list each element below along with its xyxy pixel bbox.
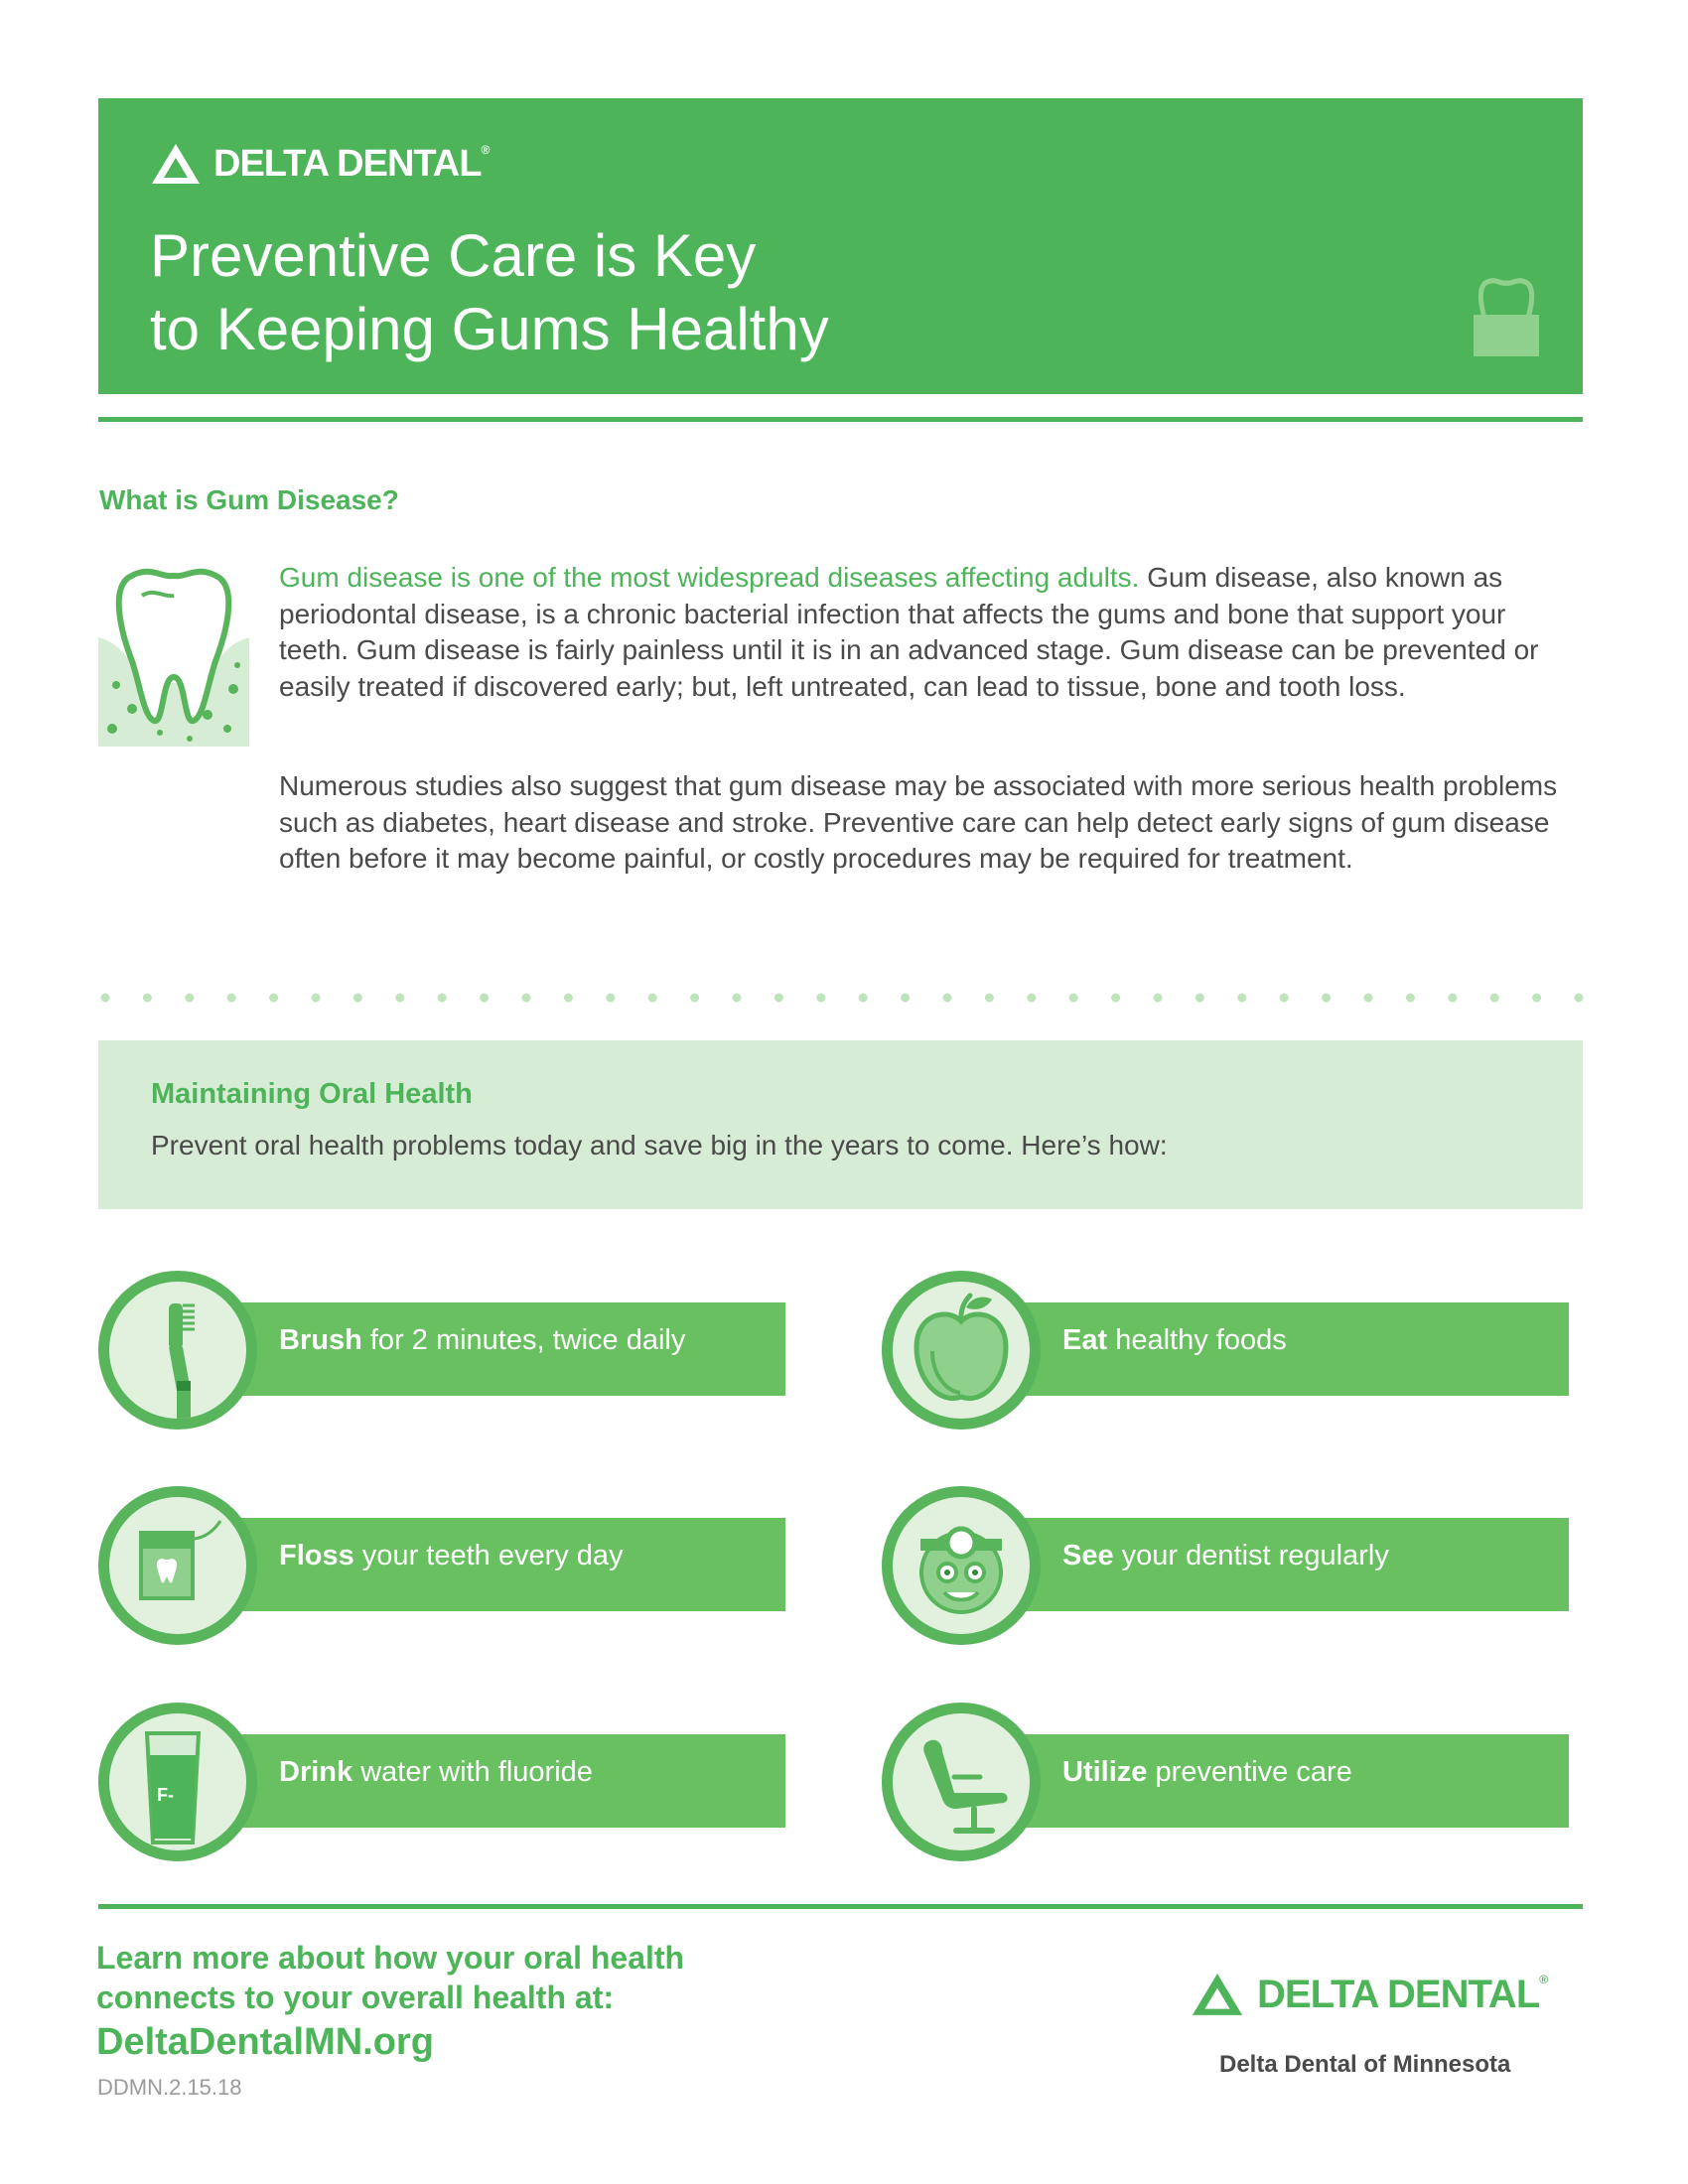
footer-brand-logo — [1190, 1972, 1548, 2017]
tip-label: Drink water with fluoride — [279, 1756, 593, 1788]
dental-chair-icon — [893, 1713, 1030, 1850]
company-name: Delta Dental of Minnesota — [1219, 2051, 1511, 2078]
toothbrush-icon — [109, 1282, 246, 1419]
tip-icon-circle — [882, 1486, 1041, 1645]
tip-label: Eat healthy foods — [1062, 1324, 1287, 1356]
tooth-gum-icon — [98, 566, 249, 747]
tip-icon-circle — [98, 1271, 257, 1430]
tip-eat — [882, 1271, 1577, 1430]
oral-health-title: Maintaining Oral Health — [151, 1078, 473, 1110]
header-banner — [98, 98, 1583, 394]
apple-icon — [893, 1282, 1030, 1419]
dotted-divider — [98, 991, 1588, 1005]
tip-dentist — [882, 1486, 1577, 1645]
oral-health-subtitle: Prevent oral health problems today and save big in the years to come. Here’s how: — [151, 1130, 1168, 1160]
footer-brand-name: DELTA DENTAL® — [1257, 1972, 1549, 2016]
divider-bottom — [98, 1904, 1583, 1909]
website-link[interactable]: DeltaDentalMN.org — [96, 2021, 434, 2063]
dentist-icon — [893, 1497, 1030, 1634]
tip-utilize — [882, 1703, 1577, 1861]
tip-icon-circle — [882, 1271, 1041, 1430]
gum-disease-paragraph-1: Gum disease is one of the most widespread diseases affecting adults. Gum disease, also known as periodontal disease, is a chronic bacterial infection that affects the gums and bone that support your teeth. Gum disease is fairly painless until it is in an advanced stage. Gum disease can be prevented or easily treated if discovered early; but, left untreated, can lead to tissue, bone and tooth loss. — [279, 562, 1539, 702]
gum-disease-paragraph-2: Numerous studies also suggest that gum disease may be associated with more serious health problems such as diabetes, heart disease and stroke. Preventive care can help detect early signs of gum disease often before it may become painful, or costly procedures may be required for treatment. — [279, 770, 1558, 874]
tip-label: Brush for 2 minutes, twice daily — [279, 1324, 686, 1356]
tip-label: Utilize preventive care — [1062, 1756, 1352, 1788]
tip-icon-circle — [98, 1486, 257, 1645]
tooth-gum-icon — [1472, 277, 1541, 358]
brand-logo — [150, 142, 490, 186]
tip-brush — [98, 1271, 793, 1430]
oral-health-band — [98, 1040, 1583, 1209]
tip-drink — [98, 1703, 793, 1861]
delta-logo-icon — [150, 142, 202, 186]
document-code: DDMN.2.15.18 — [97, 2075, 242, 2100]
tip-floss — [98, 1486, 793, 1645]
page-title: Preventive Care is Key to Keeping Gums Healthy — [150, 222, 829, 362]
tip-icon-circle — [882, 1703, 1041, 1861]
tip-label: See your dentist regularly — [1062, 1540, 1389, 1571]
learn-more-text: Learn more about how your oral health connects to your overall health at: — [96, 1940, 685, 2015]
delta-logo-icon — [1190, 1972, 1245, 2017]
tip-icon-circle — [98, 1703, 257, 1861]
fluoride-label: F- — [157, 1785, 174, 1805]
divider-top — [98, 417, 1583, 422]
floss-icon — [109, 1497, 246, 1634]
brand-name: DELTA DENTAL® — [213, 142, 491, 185]
water-glass-icon — [109, 1713, 246, 1850]
tip-label: Floss your teeth every day — [279, 1540, 624, 1571]
gum-disease-heading: What is Gum Disease? — [99, 484, 399, 515]
